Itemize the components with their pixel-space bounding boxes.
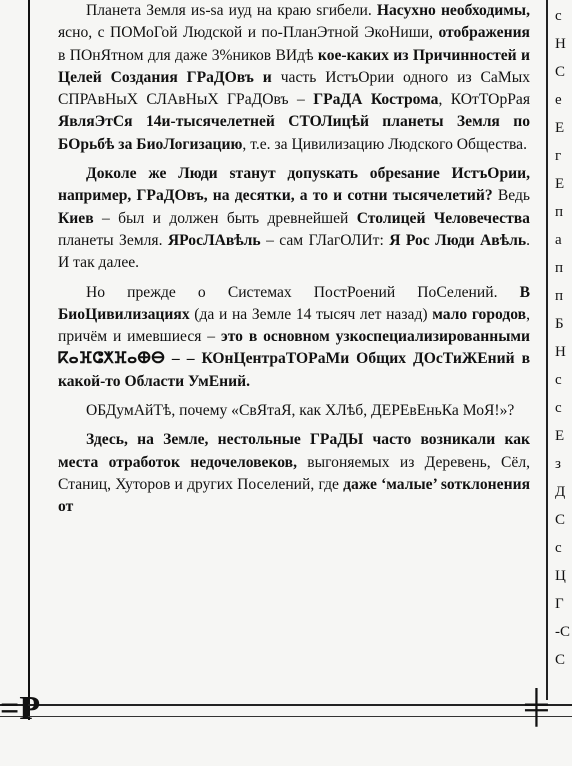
text-run: кать обре bbox=[325, 165, 401, 183]
edge-letter: Д bbox=[555, 484, 566, 500]
text-run: ѣ bbox=[305, 46, 314, 64]
text-run: гибели. bbox=[322, 2, 377, 19]
edge-letter: с bbox=[555, 8, 562, 24]
book-page bbox=[6, 0, 569, 766]
text-run: и bbox=[161, 113, 171, 131]
right-margin-rule bbox=[546, 0, 548, 700]
text-run: е Люди bbox=[159, 165, 230, 183]
text-run: Насухно необходимы, bbox=[376, 2, 530, 19]
edge-letter: Н bbox=[555, 344, 566, 360]
text-run: Но прежде о Системах ПостРоений ПоСелений. bbox=[86, 283, 520, 301]
text-run: ѕ bbox=[319, 165, 326, 183]
text-run: даже ‘малые’ bbox=[343, 475, 441, 493]
text-run: планеты Земля. bbox=[58, 231, 168, 249]
text-run: ОБДумАйТѣ, почему «СвЯтаЯ, как ХЛѣб, ДЕРЕвЕньКа МоЯ!»? bbox=[86, 402, 515, 420]
paragraph bbox=[58, 0, 530, 156]
text-run: танут допу bbox=[235, 165, 320, 183]
paragraph bbox=[58, 429, 530, 518]
edge-letter: Н bbox=[555, 36, 566, 52]
paragraph bbox=[58, 282, 530, 393]
edge-letter: Б bbox=[555, 316, 564, 332]
edge-letter: п bbox=[555, 288, 564, 304]
text-run: , т.е. за Цивилизацию Людского Общества. bbox=[242, 135, 527, 153]
text-run: ясно, с ПОМоГой Людской и по-ПланЭтной ЭкоНиши, bbox=[58, 24, 439, 42]
text-run: Киев bbox=[58, 209, 94, 227]
text-run: Доколе ж bbox=[86, 165, 160, 183]
text-run: ⴽⴰⴼⵛⵅⴼⴰⴲⴱ – bbox=[58, 350, 187, 368]
edge-letter: п bbox=[555, 260, 564, 276]
edge-letter: Е bbox=[555, 120, 565, 136]
edge-letter: с bbox=[555, 372, 562, 388]
text-run: . И так далее. bbox=[58, 231, 530, 272]
main-text-column bbox=[58, 0, 530, 526]
text-run: Ведь bbox=[492, 187, 530, 205]
text-run: – КОнЦентраТОРаМи Общих ДОсТиЖЕний в какой-то Области УмЕний. bbox=[58, 350, 530, 390]
bottom-rule-thin bbox=[0, 716, 572, 717]
edge-letter: С bbox=[555, 652, 566, 668]
edge-letter: з bbox=[555, 456, 561, 472]
text-run: ѕ bbox=[316, 2, 323, 19]
text-run: – сам ГЛагОЛИт: bbox=[260, 231, 390, 249]
adjacent-page-fragment bbox=[553, 0, 572, 700]
text-run: Я Рос Люди Авѣль bbox=[389, 231, 527, 249]
bottom-rule bbox=[0, 704, 572, 706]
left-ornament-icon: =P bbox=[0, 690, 41, 727]
text-run: В БиоЦивилизациях bbox=[58, 283, 530, 323]
text-run: кое-каких из Причинностей и Целей Создания ГРаДОвъ и bbox=[58, 46, 530, 86]
text-run: ников bbox=[232, 46, 272, 64]
text-run: – был и должен быть древнейшей bbox=[93, 209, 357, 227]
text-run: мало городов bbox=[432, 305, 527, 323]
text-run: отображения bbox=[438, 24, 530, 42]
left-margin-rule bbox=[28, 0, 30, 720]
text-run: Планета Земля и bbox=[86, 2, 200, 19]
text-run: ѕ-ѕ bbox=[199, 2, 217, 19]
edge-letter: п bbox=[555, 204, 564, 220]
edge-letter: Ц bbox=[555, 568, 566, 584]
paragraph bbox=[58, 400, 530, 422]
text-run: это в основном узкоспециализированными bbox=[220, 328, 531, 346]
edge-letter: С bbox=[555, 512, 566, 528]
text-run: ВИд bbox=[271, 46, 306, 64]
edge-letter: Е bbox=[555, 428, 565, 444]
edge-letter: Е bbox=[555, 176, 565, 192]
text-run: (да и на Земле 14 тысяч лет назад) bbox=[189, 305, 433, 323]
edge-letter: с bbox=[555, 540, 562, 556]
text-run: ГРаДА Кострома bbox=[313, 91, 439, 109]
text-run: , причём и имевшиеся – bbox=[58, 305, 530, 346]
text-run: Здесь, на Земле, нестольные ГРаДЫ часто возникали как места отработок недочеловеков, bbox=[58, 431, 530, 471]
edge-letter: е bbox=[555, 92, 562, 108]
text-run: ѕ bbox=[229, 165, 236, 183]
text-run: , КОтТОрРая bbox=[438, 91, 531, 109]
text-run: ѕ bbox=[440, 475, 447, 493]
edge-letter: а bbox=[555, 232, 562, 248]
text-run: часть ИстъОрии одного из СаМых СПРАвНыХ СЛАвНыХ ГРаДОвъ – bbox=[58, 68, 530, 109]
paragraph bbox=[58, 163, 530, 274]
edge-letter: С bbox=[555, 64, 566, 80]
text-run: выгоняемых из Деревень, Сёл, Станиц, Хуторов и других Поселений, где bbox=[58, 453, 531, 493]
right-ornament-icon: ╪ bbox=[525, 688, 548, 724]
text-run: ЯРосЛАвѣль bbox=[167, 231, 261, 249]
edge-letter: Г bbox=[555, 596, 564, 612]
text-run: в ПОнЯтном для даже 3% bbox=[58, 46, 233, 64]
text-run: а иуд на краю bbox=[216, 2, 317, 19]
text-run: ание ИстъОрии, например, ГРаДОвъ, на десятки, а то и сотни тысячелетий? bbox=[58, 165, 530, 205]
text-run: отклонения от bbox=[58, 475, 530, 516]
text-run: Столицей Человечества bbox=[356, 209, 530, 227]
edge-letter: г bbox=[555, 148, 562, 164]
text-run: ЯвляЭтСя 14 bbox=[58, 113, 162, 131]
edge-letter: -С bbox=[555, 624, 570, 640]
edge-letter: с bbox=[555, 400, 562, 416]
text-run: ѕ bbox=[400, 165, 408, 183]
text-run: -тысячелетней СТОЛицѣй планеты Земля по БОрьбѣ за БиоЛогизацию bbox=[58, 113, 531, 153]
